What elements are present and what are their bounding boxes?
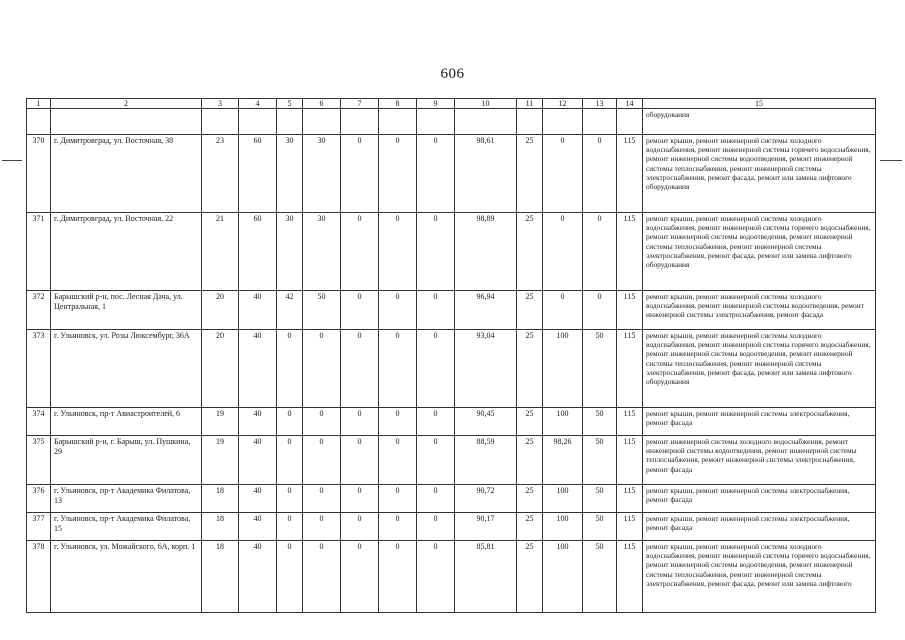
cell-col-4: 40 xyxy=(239,291,277,330)
cell-col-5: 0 xyxy=(277,408,303,436)
column-header-3: 3 xyxy=(202,99,239,109)
cell-col-8: 0 xyxy=(379,485,417,513)
cell-col-9: 0 xyxy=(417,541,455,613)
cell-col-4: 40 xyxy=(239,541,277,613)
cell-col-12: 100 xyxy=(543,513,583,541)
cell-col-11: 25 xyxy=(517,213,543,291)
cell-col-5: 30 xyxy=(277,213,303,291)
cell-col-11: 25 xyxy=(517,541,543,613)
cell-col-14: 115 xyxy=(617,213,643,291)
work-types: ремонт крыши, ремонт инженерной системы холодного водоснабжения, ремонт инженерной системы водоотведения, ремонт инженерной системы электроснабжения, ремонт фасада xyxy=(643,291,876,330)
cell-col-7: 0 xyxy=(341,330,379,408)
address: г. Ульяновск, пр-т Академика Филатова, 15 xyxy=(51,513,202,541)
work-types: ремонт крыши, ремонт инженерной системы электроснабжения, ремонт фасада xyxy=(643,513,876,541)
cell-col-9: 0 xyxy=(417,436,455,485)
cell-col-4: 40 xyxy=(239,436,277,485)
cell-col-4: 40 xyxy=(239,330,277,408)
row-number: 371 xyxy=(27,213,51,291)
address: Барышский р-н, пос. Лесная Дача, ул. Центральная, 1 xyxy=(51,291,202,330)
cell-col-8: 0 xyxy=(379,436,417,485)
address: г. Димитровград, ул. Восточная, 38 xyxy=(51,135,202,213)
cell xyxy=(583,109,617,135)
row-number: 377 xyxy=(27,513,51,541)
cell-col-12: 0 xyxy=(543,213,583,291)
cell-col-10: 85,81 xyxy=(455,541,517,613)
cell-col-10: 98,61 xyxy=(455,135,517,213)
cell-col-4: 60 xyxy=(239,213,277,291)
cell-col-4: 40 xyxy=(239,485,277,513)
cell-col-3: 20 xyxy=(202,291,239,330)
row-number: 373 xyxy=(27,330,51,408)
cell-col-14: 115 xyxy=(617,485,643,513)
row-number: 376 xyxy=(27,485,51,513)
work-types: ремонт крыши, ремонт инженерной системы холодного водоснабжения, ремонт инженерной системы горячего водоснабжения, ремонт инженерной системы водоотведения, ремонт инженерной системы теплоснабжения, ремонт инженерной системы электроснабжения, ремонт фасада, ремонт или замена лифтового xyxy=(643,541,876,613)
cell-col-13: 50 xyxy=(583,436,617,485)
cell-col-14: 115 xyxy=(617,408,643,436)
cell xyxy=(517,109,543,135)
address: г. Ульяновск, пр-т Авиастроителей, 6 xyxy=(51,408,202,436)
column-header-1: 1 xyxy=(27,99,51,109)
cell-col-6: 0 xyxy=(303,485,341,513)
cell-col-13: 50 xyxy=(583,513,617,541)
work-types: ремонт крыши, ремонт инженерной системы электроснабжения, ремонт фасада xyxy=(643,485,876,513)
cell-col-3: 18 xyxy=(202,541,239,613)
cell xyxy=(202,109,239,135)
cell-col-14: 115 xyxy=(617,330,643,408)
cell xyxy=(379,109,417,135)
cell-col-13: 50 xyxy=(583,408,617,436)
work-types: ремонт инженерной системы холодного водоснабжения, ремонт инженерной системы водоотведения, ремонт инженерной системы теплоснабжения, ремонт инженерной системы электроснабжения, ремонт фасада xyxy=(643,436,876,485)
cell xyxy=(617,109,643,135)
cell-col-7: 0 xyxy=(341,291,379,330)
cell-col-5: 0 xyxy=(277,513,303,541)
cell-col-9: 0 xyxy=(417,513,455,541)
cell-col-3: 18 xyxy=(202,513,239,541)
cell-col-7: 0 xyxy=(341,541,379,613)
cell xyxy=(455,109,517,135)
cell-col-10: 90,72 xyxy=(455,485,517,513)
cell-col-7: 0 xyxy=(341,408,379,436)
cell xyxy=(51,109,202,135)
cell-col-11: 25 xyxy=(517,513,543,541)
cell-col-6: 0 xyxy=(303,408,341,436)
row-number: 375 xyxy=(27,436,51,485)
cell-col-10: 88,59 xyxy=(455,436,517,485)
cell-col-10: 90,45 xyxy=(455,408,517,436)
cell-col-11: 25 xyxy=(517,485,543,513)
cell-col-13: 0 xyxy=(583,213,617,291)
cell-col-10: 90,17 xyxy=(455,513,517,541)
address: г. Ульяновск, ул. Розы Люксембург, 36А xyxy=(51,330,202,408)
cell-col-10: 98,89 xyxy=(455,213,517,291)
cell-col-11: 25 xyxy=(517,291,543,330)
cell-col-12: 0 xyxy=(543,135,583,213)
cell-col-7: 0 xyxy=(341,436,379,485)
row-number: 374 xyxy=(27,408,51,436)
cell-col-3: 19 xyxy=(202,436,239,485)
cell-col-8: 0 xyxy=(379,541,417,613)
cell-col-12: 98,26 xyxy=(543,436,583,485)
cell-col-13: 50 xyxy=(583,541,617,613)
scan-mark-right xyxy=(880,160,902,161)
row-number: 372 xyxy=(27,291,51,330)
cell-col-11: 25 xyxy=(517,436,543,485)
cell-col-4: 40 xyxy=(239,408,277,436)
cell-col-5: 0 xyxy=(277,541,303,613)
cell-col-8: 0 xyxy=(379,330,417,408)
cell xyxy=(543,109,583,135)
cell-col-10: 96,94 xyxy=(455,291,517,330)
cell-col-7: 0 xyxy=(341,135,379,213)
work-types: ремонт крыши, ремонт инженерной системы холодного водоснабжения, ремонт инженерной системы горячего водоснабжения, ремонт инженерной системы водоотведения, ремонт инженерной системы теплоснабжения, ремонт инженерной системы электроснабжения, ремонт фасада, ремонт или замена лифтового оборудования xyxy=(643,330,876,408)
cell xyxy=(417,109,455,135)
column-header-10: 10 xyxy=(455,99,517,109)
address: г. Димитровград, ул. Восточная, 22 xyxy=(51,213,202,291)
cell-col-5: 42 xyxy=(277,291,303,330)
table-row xyxy=(27,436,876,485)
cell-col-6: 0 xyxy=(303,513,341,541)
cell-col-6: 30 xyxy=(303,213,341,291)
table-header-row xyxy=(27,99,876,109)
cell-col-7: 0 xyxy=(341,485,379,513)
cell-col-9: 0 xyxy=(417,213,455,291)
cell-col-8: 0 xyxy=(379,513,417,541)
cell-col-3: 19 xyxy=(202,408,239,436)
cell-col-14: 115 xyxy=(617,135,643,213)
cell-col-11: 25 xyxy=(517,408,543,436)
column-header-6: 6 xyxy=(303,99,341,109)
cell-col-6: 0 xyxy=(303,436,341,485)
cell-col-6: 0 xyxy=(303,541,341,613)
cell-col-12: 0 xyxy=(543,291,583,330)
cell xyxy=(341,109,379,135)
cell-col-8: 0 xyxy=(379,408,417,436)
work-types: ремонт крыши, ремонт инженерной системы холодного водоснабжения, ремонт инженерной системы горячего водоснабжения, ремонт инженерной системы водоотведения, ремонт инженерной системы теплоснабжения, ремонт инженерной системы электроснабжения, ремонт фасада, ремонт или замена лифтового оборудования xyxy=(643,135,876,213)
cell-col-12: 100 xyxy=(543,330,583,408)
cell xyxy=(277,109,303,135)
column-header-7: 7 xyxy=(341,99,379,109)
cell-col-13: 50 xyxy=(583,485,617,513)
cell-col-8: 0 xyxy=(379,135,417,213)
scan-mark-left xyxy=(2,160,22,161)
table-row xyxy=(27,408,876,436)
cell-col-12: 100 xyxy=(543,541,583,613)
table-row xyxy=(27,485,876,513)
cell-col-12: 100 xyxy=(543,408,583,436)
table-row xyxy=(27,291,876,330)
address: г. Ульяновск, пр-т Академика Филатова, 13 xyxy=(51,485,202,513)
cell-col-10: 93,04 xyxy=(455,330,517,408)
cell-col-3: 21 xyxy=(202,213,239,291)
cell-col-12: 100 xyxy=(543,485,583,513)
cell-col-9: 0 xyxy=(417,408,455,436)
column-header-2: 2 xyxy=(51,99,202,109)
cell-col-5: 0 xyxy=(277,330,303,408)
row-number: 370 xyxy=(27,135,51,213)
cell-col-7: 0 xyxy=(341,513,379,541)
address: Барышский р-н, г. Барыш, ул. Пушкина, 29 xyxy=(51,436,202,485)
cell-col-9: 0 xyxy=(417,135,455,213)
column-header-14: 14 xyxy=(617,99,643,109)
cell-col-9: 0 xyxy=(417,291,455,330)
table-row xyxy=(27,541,876,613)
work-types: ремонт крыши, ремонт инженерной системы холодного водоснабжения, ремонт инженерной системы горячего водоснабжения, ремонт инженерной системы водоотведения, ремонт инженерной системы теплоснабжения, ремонт инженерной системы электроснабжения, ремонт фасада, ремонт или замена лифтового оборудования xyxy=(643,213,876,291)
repair-program-table xyxy=(26,98,876,613)
address: г. Ульяновск, ул. Можайского, 6А, корп. 1 xyxy=(51,541,202,613)
cell-col-9: 0 xyxy=(417,485,455,513)
cell-col-8: 0 xyxy=(379,291,417,330)
cell-col-6: 30 xyxy=(303,135,341,213)
row-number: 378 xyxy=(27,541,51,613)
cell-col-6: 50 xyxy=(303,291,341,330)
cell-col-5: 30 xyxy=(277,135,303,213)
cell-col-13: 50 xyxy=(583,330,617,408)
column-header-5: 5 xyxy=(277,99,303,109)
cell-col-6: 0 xyxy=(303,330,341,408)
cell-col-4: 60 xyxy=(239,135,277,213)
cell-col-5: 0 xyxy=(277,436,303,485)
cell-col-14: 115 xyxy=(617,513,643,541)
column-header-13: 13 xyxy=(583,99,617,109)
column-header-4: 4 xyxy=(239,99,277,109)
cell-col-14: 115 xyxy=(617,541,643,613)
cell-col-4: 40 xyxy=(239,513,277,541)
cell xyxy=(27,109,51,135)
column-header-8: 8 xyxy=(379,99,417,109)
page-number: 606 xyxy=(440,66,465,82)
cell-col-14: 115 xyxy=(617,291,643,330)
cell-col-7: 0 xyxy=(341,213,379,291)
table-row xyxy=(27,135,876,213)
column-header-15: 15 xyxy=(643,99,876,109)
table-row xyxy=(27,213,876,291)
cell-col-13: 0 xyxy=(583,291,617,330)
cell xyxy=(303,109,341,135)
column-header-9: 9 xyxy=(417,99,455,109)
cell-col-5: 0 xyxy=(277,485,303,513)
column-header-12: 12 xyxy=(543,99,583,109)
cell-col-3: 20 xyxy=(202,330,239,408)
cell-col-3: 23 xyxy=(202,135,239,213)
table-row xyxy=(27,513,876,541)
table-row xyxy=(27,330,876,408)
column-header-11: 11 xyxy=(517,99,543,109)
cell-col-3: 18 xyxy=(202,485,239,513)
cell-col-8: 0 xyxy=(379,213,417,291)
continuation-text: оборудования xyxy=(643,109,876,135)
cell-col-14: 115 xyxy=(617,436,643,485)
cell-col-9: 0 xyxy=(417,330,455,408)
cell xyxy=(239,109,277,135)
cell-col-13: 0 xyxy=(583,135,617,213)
cell-col-11: 25 xyxy=(517,135,543,213)
continuation-row xyxy=(27,109,876,135)
work-types: ремонт крыши, ремонт инженерной системы электроснабжения, ремонт фасада xyxy=(643,408,876,436)
cell-col-11: 25 xyxy=(517,330,543,408)
